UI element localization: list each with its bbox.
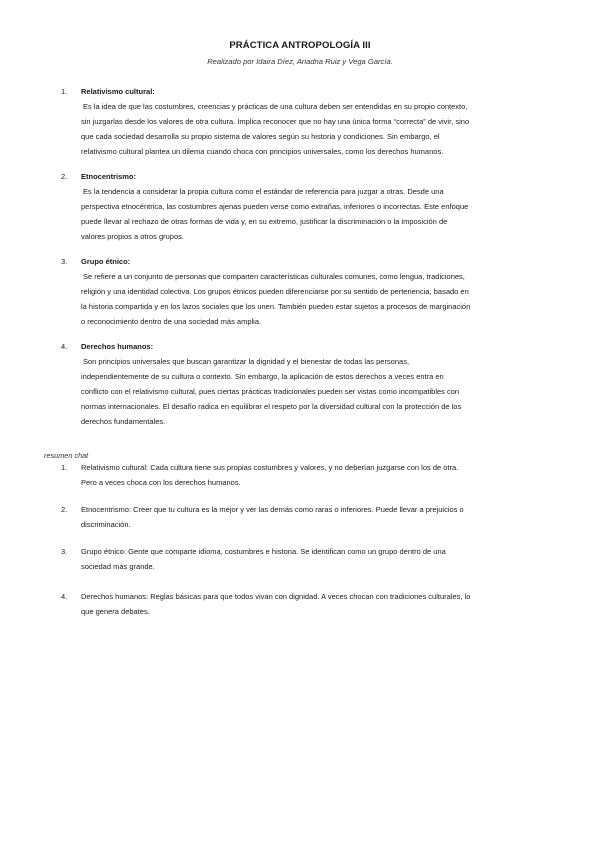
body-line: que cada sociedad desarrolla su propio sistema de valores según su historia y condiciones. Sin embargo, el (81, 132, 440, 141)
body-line: Es la idea de que las costumbres, creencias y prácticas de una cultura deben ser entendidas en su propio contexto, (83, 102, 468, 111)
summary-line: discriminación. (81, 520, 131, 529)
section-body (81, 269, 556, 329)
body-line: Se refiere a un conjunto de personas que comparten características culturales comunes, como lengua, tradiciones, (83, 272, 465, 281)
summary-line: Derechos humanos: Reglas básicas para que todos vivan con dignidad. A veces chocan con tradiciones culturales, lo (81, 592, 471, 601)
section-heading: Derechos humanos: (81, 342, 154, 351)
summary-line: Relativismo cultural: Cada cultura tiene sus propias costumbres y valores, y no deberían juzgarse con los de otra. (81, 463, 459, 472)
summary-line: que genera debates. (81, 607, 150, 616)
summary-number: 3. (61, 547, 68, 556)
body-line: Son principios universales que buscan garantizar la dignidad y el bienestar de todas las personas, (83, 357, 410, 366)
section-derechos-humanos (61, 339, 556, 429)
summary-item (61, 544, 556, 574)
section-body (81, 99, 556, 159)
section-number: 4. (61, 342, 68, 351)
summary-number: 2. (61, 505, 68, 514)
body-line: religión y una identidad colectiva. Los grupos étnicos pueden diferenciarse por su sentido de pertenencia, basado en (81, 287, 469, 296)
section-body (81, 354, 556, 429)
section-heading: Grupo étnico: (81, 257, 131, 266)
body-line: sin juzgarlas desde los valores de otra cultura. Implica reconocer que no hay una única forma “correcta” de vivir, sino (81, 117, 470, 126)
body-line: o reconocimiento dentro de una sociedad más amplia. (81, 317, 262, 326)
body-line: relativismo cultural plantea un dilema cuando choca con principios universales, como los derechos humanos. (81, 147, 444, 156)
summary-label: resumen chat (44, 451, 89, 460)
body-line: derechos fundamentales. (81, 417, 166, 426)
body-line: normas internacionales. El desafío radica en equilibrar el respeto por la diversidad cultural con la protección de los (81, 402, 462, 411)
body-line: Es la tendencia a considerar la propia cultura como el estándar de referencia para juzgar a otras. Desde una (83, 187, 444, 196)
section-body (81, 184, 556, 244)
summary-number: 4. (61, 592, 68, 601)
section-number: 2. (61, 172, 68, 181)
summary-line: Etnocentrismo: Creer que tu cultura es la mejor y ver las demás como raras o inferiores. Puede llevar a prejuicios o (81, 505, 464, 514)
document-title: PRÁCTICA ANTROPOLOGÍA III (229, 40, 371, 51)
document-authors: Realizado por Idaira Díez, Ariadna Ruiz y Vega García. (207, 57, 393, 66)
summary-item (61, 502, 556, 532)
summary-number: 1. (61, 463, 68, 472)
section-number: 3. (61, 257, 68, 266)
body-line: perspectiva etnocéntrica, las costumbres ajenas pueden verse como extrañas, inferiores o incorrectas. Este enfoque (81, 202, 469, 211)
summary-line: Pero a veces choca con los derechos humanos. (81, 478, 241, 487)
body-line: valores propios a otros grupos. (81, 232, 184, 241)
summary-item (61, 460, 556, 490)
body-line: independientemente de su cultura o contexto. Sin embargo, la aplicación de estos derechos a veces entra en (81, 372, 444, 381)
body-line: puede llevar al rechazo de otras formas de vida y, en su extremo, justificar la discriminación o la imposición de (81, 217, 448, 226)
section-etnocentrismo (61, 169, 556, 244)
section-number: 1. (61, 87, 68, 96)
section-grupo-etnico (61, 254, 556, 329)
section-heading: Relativismo cultural: (81, 87, 155, 96)
section-heading: Etnocentrismo: (81, 172, 137, 181)
body-line: conflicto con el relativismo cultural, pues ciertas prácticas tradicionales pueden ser vistas como incompatibles con (81, 387, 460, 396)
summary-line: Grupo étnico: Gente que comparte idioma, costumbres e historia. Se identifican como un grupo dentro de una (81, 547, 446, 556)
body-line: la historia compartida y en los lazos sociales que los unen. También pueden estar sujetos a procesos de marginación (81, 302, 471, 311)
summary-item (61, 589, 556, 619)
summary-line: sociedad más grande. (81, 562, 155, 571)
section-relativismo (61, 84, 556, 159)
